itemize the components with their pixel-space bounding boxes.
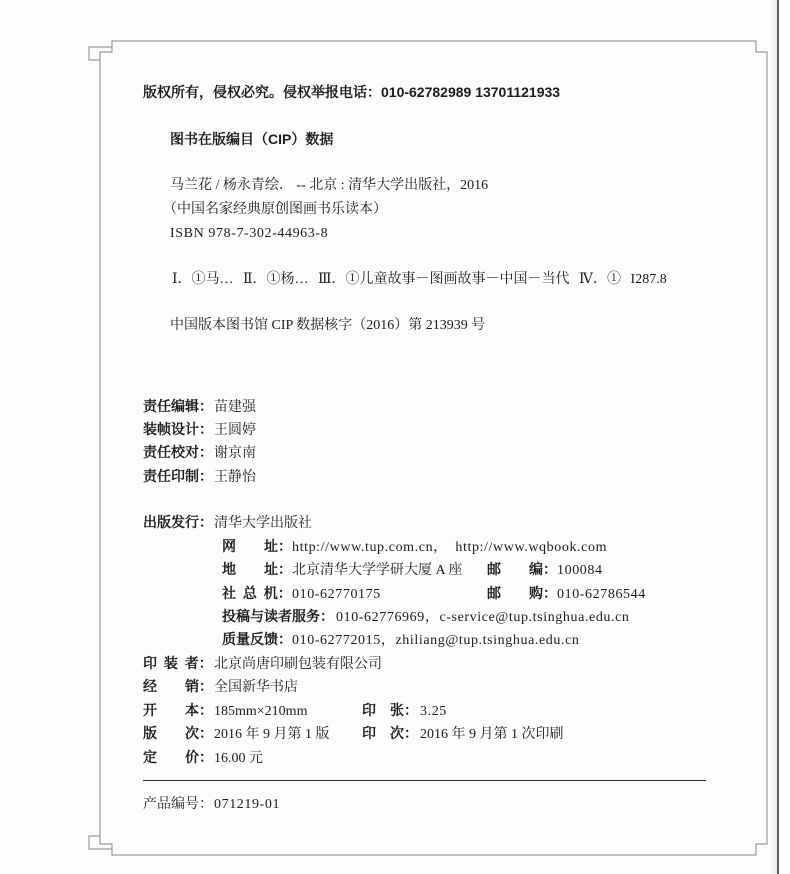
publisher-switchboard [222,584,381,602]
product-code-value: 071219-01 [214,797,281,812]
publisher-address-value: 北京清华大学学研大厦 A 座 [292,563,463,578]
publisher-mail-order-value: 010-62786544 [557,587,646,602]
production-impression-value: 2016 年 9 月第 1 次印刷 [420,727,564,742]
production-distributor-label: 经 销： [143,678,213,694]
staff-editor [143,397,256,415]
production-sheets-label: 印 张： [362,702,418,718]
publisher-website-value: http://www.tup.com.cn， http://www.wqbook.com [292,540,608,555]
page-edge-line [777,0,779,874]
production-format-label: 开 本： [143,702,213,718]
cip-isbn: ISBN 978-7-302-44963-8 [170,226,329,241]
publisher-quality-feedback-value: 010-62772015，zhiliang@tup.tsinghua.edu.cn [292,633,580,648]
staff-proofreader-label: 责任校对： [143,444,213,460]
staff-proofreader [143,443,256,461]
publisher-address-label: 地 址： [222,561,292,577]
production-price [143,748,263,766]
product-code-label: 产品编号： [143,795,213,811]
publisher-postcode-value: 100084 [557,563,603,578]
production-sheets [362,701,447,719]
production-format [143,701,307,719]
publisher-switchboard-label: 社 总 机： [222,585,292,601]
staff-print-supervisor-label: 责任印制： [143,468,213,484]
production-distributor [143,677,298,695]
publisher-postcode-label: 邮 编： [487,561,557,577]
staff-designer-value: 王圆婷 [214,421,256,437]
production-edition [143,724,330,742]
cip-series: （中国名家经典原创图画书乐读本） [163,202,387,217]
production-impression [362,724,564,742]
staff-designer-label: 装帧设计： [143,421,213,437]
production-printer-label: 印 装 者： [143,655,213,671]
cip-title-line: 马兰花 / 杨永青绘． -- 北京 : 清华大学出版社，2016 [170,178,489,193]
publisher-quality-feedback [222,630,580,648]
production-format-value: 185mm×210mm [214,704,308,719]
publisher-switchboard-value: 010-62770175 [292,587,381,602]
cip-classification: Ⅰ．①马… Ⅱ．①杨… Ⅲ．①儿童故事－图画故事－中国－当代 Ⅳ．① I287.8 [172,272,667,287]
publisher-mail-order-label: 邮 购： [487,585,557,601]
publisher-website-label: 网 址： [222,538,292,554]
staff-designer [143,420,256,438]
product-code [143,794,280,812]
production-distributor-value: 全国新华书店 [214,680,298,695]
page-edge-shading [769,0,777,874]
cip-record: 中国版本图书馆 CIP 数据核字（2016）第 213939 号 [170,318,486,333]
staff-editor-value: 苗建强 [214,398,256,414]
publisher-website [222,537,607,555]
publisher-quality-feedback-label: 质量反馈： [222,631,292,647]
production-printer-value: 北京尚唐印刷包装有限公司 [214,657,382,672]
production-printer [143,654,382,672]
production-price-label: 定 价： [143,749,213,765]
publisher [143,513,312,531]
production-price-value: 16.00 元 [214,751,263,766]
publisher-label: 出版发行： [143,514,213,530]
publisher-submissions-value: 010-62776969，c-service@tup.tsinghua.edu.cn [336,610,630,625]
publisher-address [222,560,462,578]
production-sheets-value: 3.25 [420,704,447,719]
cip-heading: 图书在版编目（CIP）数据 [170,131,334,147]
staff-proofreader-value: 谢京南 [214,444,256,460]
copyright-notice: 版权所有，侵权必究。侵权举报电话：010-62782989 13701121933 [143,84,561,100]
divider-rule [143,780,706,781]
publisher-submissions-label: 投稿与读者服务： [222,608,334,624]
publisher-postcode [487,560,603,578]
staff-print-supervisor-value: 王静怡 [214,468,256,484]
production-impression-label: 印 次： [362,725,418,741]
production-edition-label: 版 次： [143,725,213,741]
production-edition-value: 2016 年 9 月第 1 版 [214,727,330,742]
publisher-submissions [222,607,630,625]
staff-editor-label: 责任编辑： [143,398,213,414]
staff-print-supervisor [143,467,256,485]
publisher-value: 清华大学出版社 [214,514,312,530]
publisher-mail-order [487,584,646,602]
